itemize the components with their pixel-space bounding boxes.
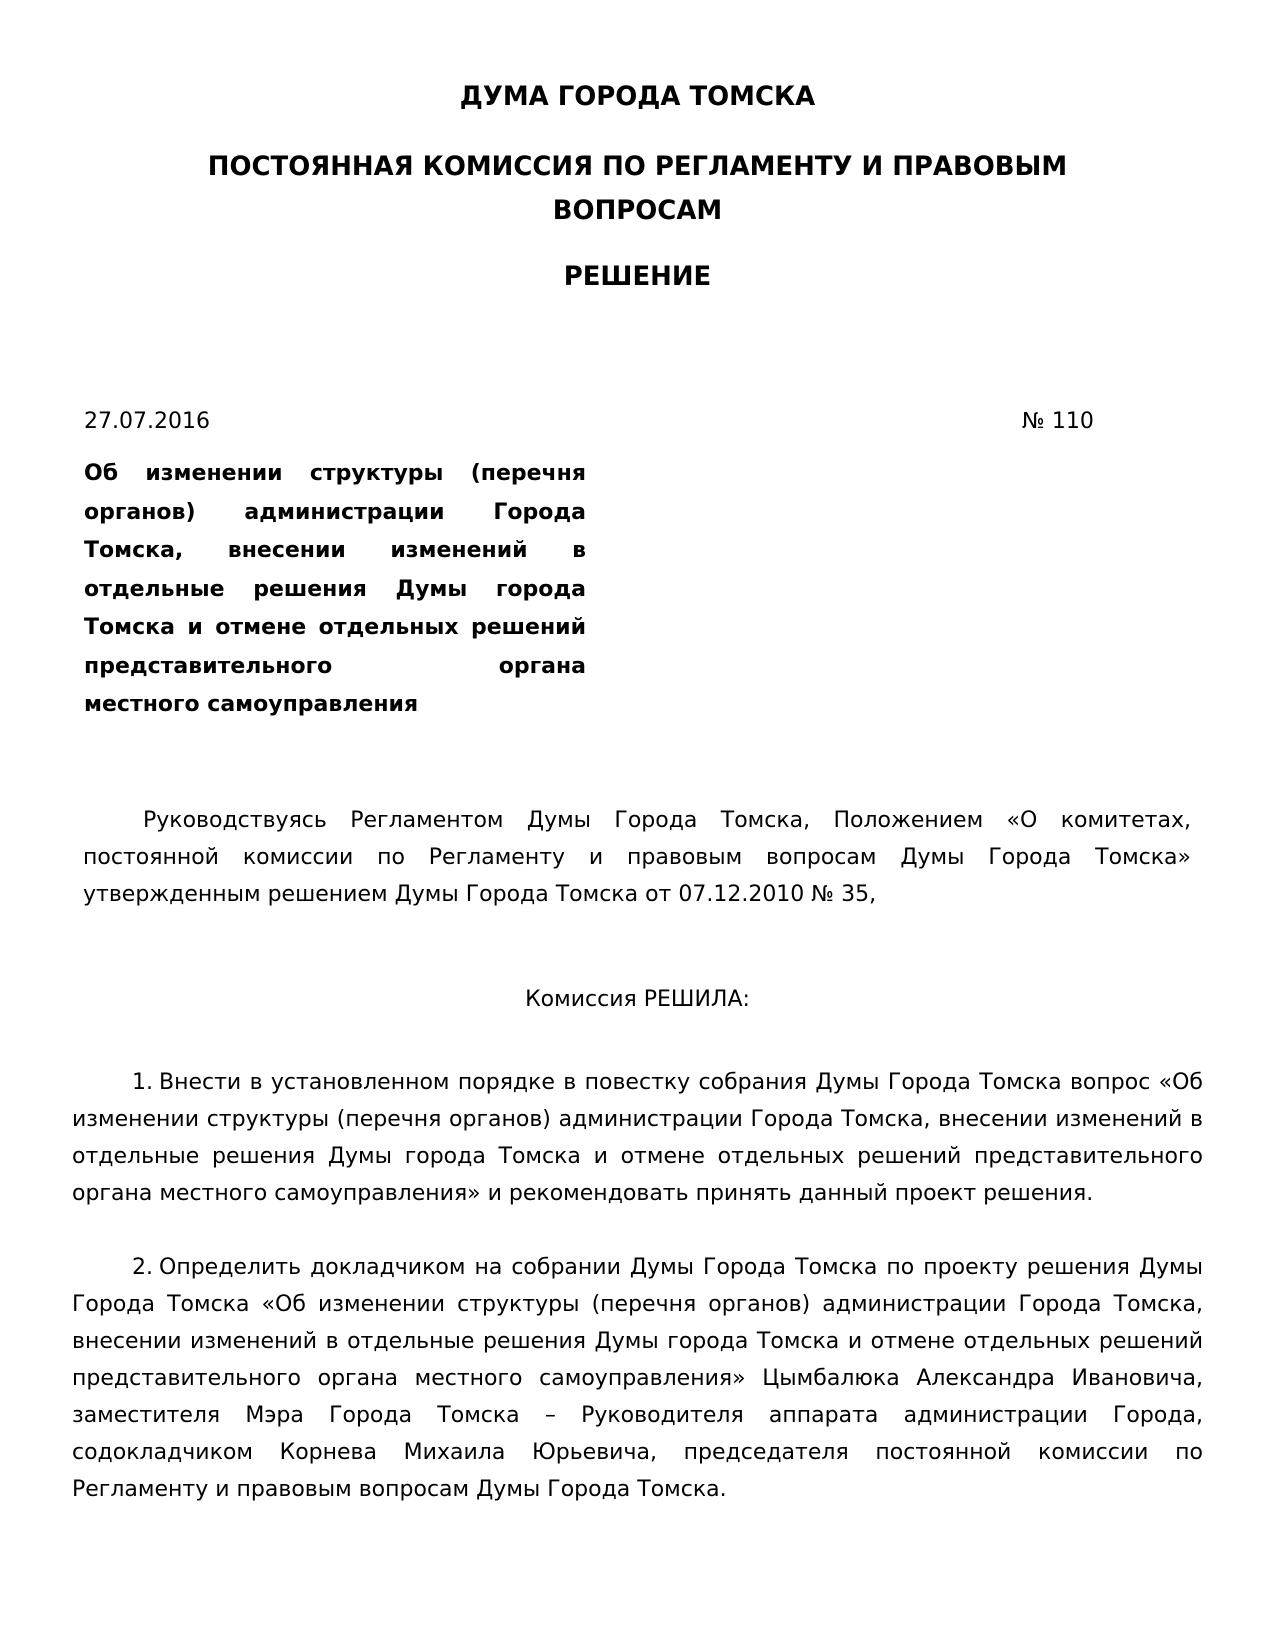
decision-item	[72, 1064, 1203, 1212]
item-number: 2.	[132, 1255, 153, 1280]
preamble-paragraph: Руководствуясь Регламентом Думы Города Томска, Положением «О комитетах, постоянной комиссии по Регламенту и правовым вопросам Думы Города Томска» утвержденным решением Думы Города Томска от 07.12.2010 № 35,	[83, 808, 1191, 907]
item-text: Определить докладчиком на собрании Думы Города Томска по проекту решения Думы Города Томска «Об изменении структуры (перечня органов) администрации Города Томска, внесении изменений в отдельные решения Думы города Томска и отмене отдельных решений представительного органа местного самоуправления» Цымбалюка Александра Ивановича, заместителя Мэра Города Томска – Руководителя аппарата администрации Города, содокладчиком Корнева Михаила Юрьевича, председателя постоянной комиссии по Регламенту и правовым вопросам Думы Города Томска.	[72, 1255, 1203, 1502]
decision-item	[72, 1249, 1203, 1508]
document-type-title: РЕШЕНИЕ	[563, 261, 712, 292]
subject-last-line: местного самоуправления	[84, 692, 419, 717]
commission-title: ПОСТОЯННАЯ КОМИССИЯ ПО РЕГЛАМЕНТУ И ПРАВОВЫМ ВОПРОСАМ	[207, 151, 1068, 226]
document-date: 27.07.2016	[84, 409, 210, 434]
document-subject	[84, 455, 586, 725]
organization-title: ДУМА ГОРОДА ТОМСКА	[459, 81, 816, 112]
item-text: Внести в установленном порядке в повестку собрания Думы Города Томска вопрос «Об изменении структуры (перечня органов) администрации Города Томска, внесении изменений в отдельные решения Думы города Томска и отмене отдельных решений представительного органа местного самоуправления» и рекомендовать принять данный проект решения.	[72, 1070, 1203, 1206]
subject-text: Об изменении структуры (перечня органов) администрации Города Томска, внесении изменений в отдельные решения Думы города Томска и отмене отдельных решений представительного органа	[84, 461, 586, 679]
decision-heading: Комиссия РЕШИЛА:	[525, 987, 750, 1012]
item-number: 1.	[132, 1070, 153, 1095]
document-number: № 110	[1022, 409, 1094, 434]
